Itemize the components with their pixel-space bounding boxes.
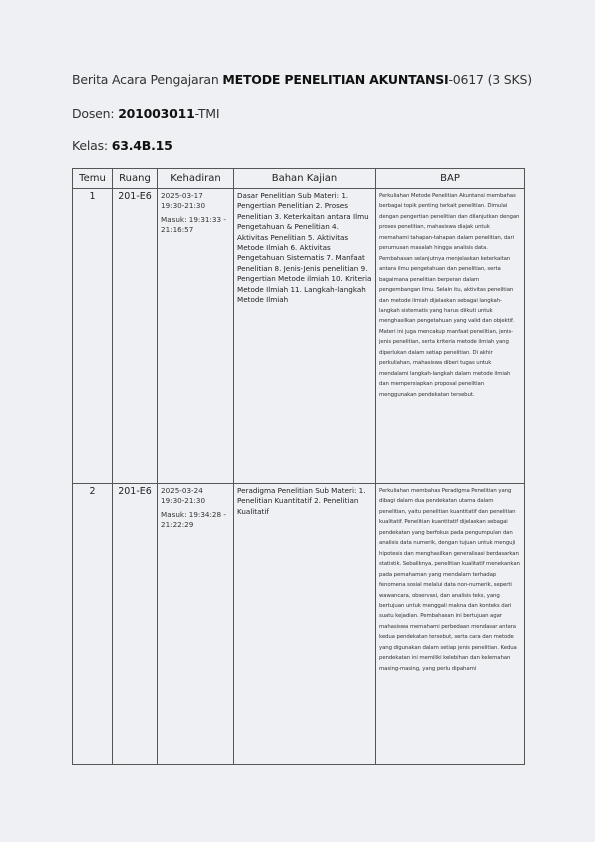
attendance-time: Masuk: 19:34:28 - 21:22:29	[161, 510, 226, 529]
table-row	[73, 484, 525, 765]
lecturer-label: Dosen:	[72, 106, 119, 121]
cell-ruang: 201-E6	[113, 484, 158, 765]
cell-kehadiran	[158, 484, 234, 765]
report-title	[72, 72, 532, 87]
col-header-bahan-kajian: Bahan Kajian	[234, 169, 376, 189]
lecturer-suffix: -TMI	[194, 106, 220, 121]
meeting-time: 19:30-21:30	[161, 200, 206, 210]
cell-bahan-kajian: Dasar Penelitian Sub Materi: 1. Pengertian Penelitian 2. Proses Penelitian 3. Keterkaitan antara Ilmu Pengetahuan & Penelitian 4. Aktivitas Penelitian 5. Aktivitas Metode Ilmiah 6. Aktivitas Pengetahuan Sistematis 7. Manfaat Penelitian 8. Jenis-Jenis penelitian 9. Pengertian Metode ilmiah 10. Kriteria Metode Ilmiah 11. Langkah-langkah Metode Ilmiah	[234, 189, 376, 484]
lecturer-id: 201003011	[118, 106, 195, 121]
class-label: Kelas:	[72, 138, 112, 153]
lecturer-line	[72, 106, 219, 121]
cell-temu: 2	[73, 484, 113, 765]
class-line	[72, 138, 173, 153]
course-suffix: -0617 (3 SKS)	[448, 72, 532, 87]
meeting-table	[72, 168, 525, 765]
course-name: METODE PENELITIAN AKUNTANSI	[222, 72, 449, 87]
class-code: 63.4B.15	[111, 138, 173, 153]
meeting-time: 19:30-21:30	[161, 495, 206, 505]
col-header-kehadiran: Kehadiran	[158, 169, 234, 189]
cell-bap: Perkuliahan Metode Penelitian Akuntansi membahas berbagai topik penting terkait penelitian. Dimulai dengan pengertian penelitian dan dilanjutkan dengan proses penelitian, mahasiswa diajak untuk memahami tahapan-tahapan dalam penelitian, dari perumusan masalah hingga analisis data. Pembahasan selanjutnya menjelaskan keterkaitan antara ilmu pengetahuan dan penelitian, serta bagaimana penelitian berperan dalam pengembangan ilmu. Selain itu, aktivitas penelitian dan metode ilmiah dijelaskan sebagai langkah-langkah sistematis yang harus diikuti untuk menghasilkan pengetahuan yang valid dan objektif. Materi ini juga mencakup manfaat penelitian, jenis-jenis penelitian, serta kriteria metode ilmiah yang diperlukan dalam setiap penelitian. Di akhir perkuliahan, mahasiswa diberi tugas untuk mendalami langkah-langkah dalam metode ilmiah dan mempersiapkan proposal penelitian menggunakan pendekatan tersebut.	[376, 189, 525, 484]
table-header-row	[73, 169, 525, 189]
meeting-date: 2025-03-24	[161, 486, 203, 495]
cell-kehadiran	[158, 189, 234, 484]
cell-ruang: 201-E6	[113, 189, 158, 484]
title-prefix: Berita Acara Pengajaran	[72, 72, 223, 87]
cell-temu: 1	[73, 189, 113, 484]
col-header-temu: Temu	[73, 169, 113, 189]
meeting-date: 2025-03-17	[161, 191, 203, 200]
col-header-ruang: Ruang	[113, 169, 158, 189]
cell-bahan-kajian: Peradigma Penelitian Sub Materi: 1. Penelitian Kuantitatif 2. Penelitian Kualitatif	[234, 484, 376, 765]
col-header-bap: BAP	[376, 169, 525, 189]
cell-bap: Perkuliahan membahas Peradigma Penelitian yang dibagi dalam dua pendekatan utama dalam penelitian, yaitu penelitian kuantitatif dan penelitian kualitatif. Penelitian kuantitatif dijelaskan sebagai pendekatan yang berfokus pada pengumpulan dan analisis data numerik, dengan tujuan untuk menguji hipotesis dan menghasilkan generalisasi berdasarkan statistik. Sebaliknya, penelitian kualitatif menekankan pada pemahaman yang mendalam terhadap fenomena sosial melalui data non-numerik, seperti wawancara, observasi, dan analisis teks, yang bertujuan untuk menggali makna dan konteks dari suatu kejadian. Pembahasan ini bertujuan agar mahasiswa memahami perbedaan mendasar antara kedua pendekatan tersebut, serta cara dan metode yang digunakan dalam setiap jenis penelitian. Kedua pendekatan ini memiliki kelebihan dan kelemahan masing-masing, yang perlu dipahami	[376, 484, 525, 765]
table-row	[73, 189, 525, 484]
attendance-time: Masuk: 19:31:33 - 21:16:57	[161, 215, 226, 234]
